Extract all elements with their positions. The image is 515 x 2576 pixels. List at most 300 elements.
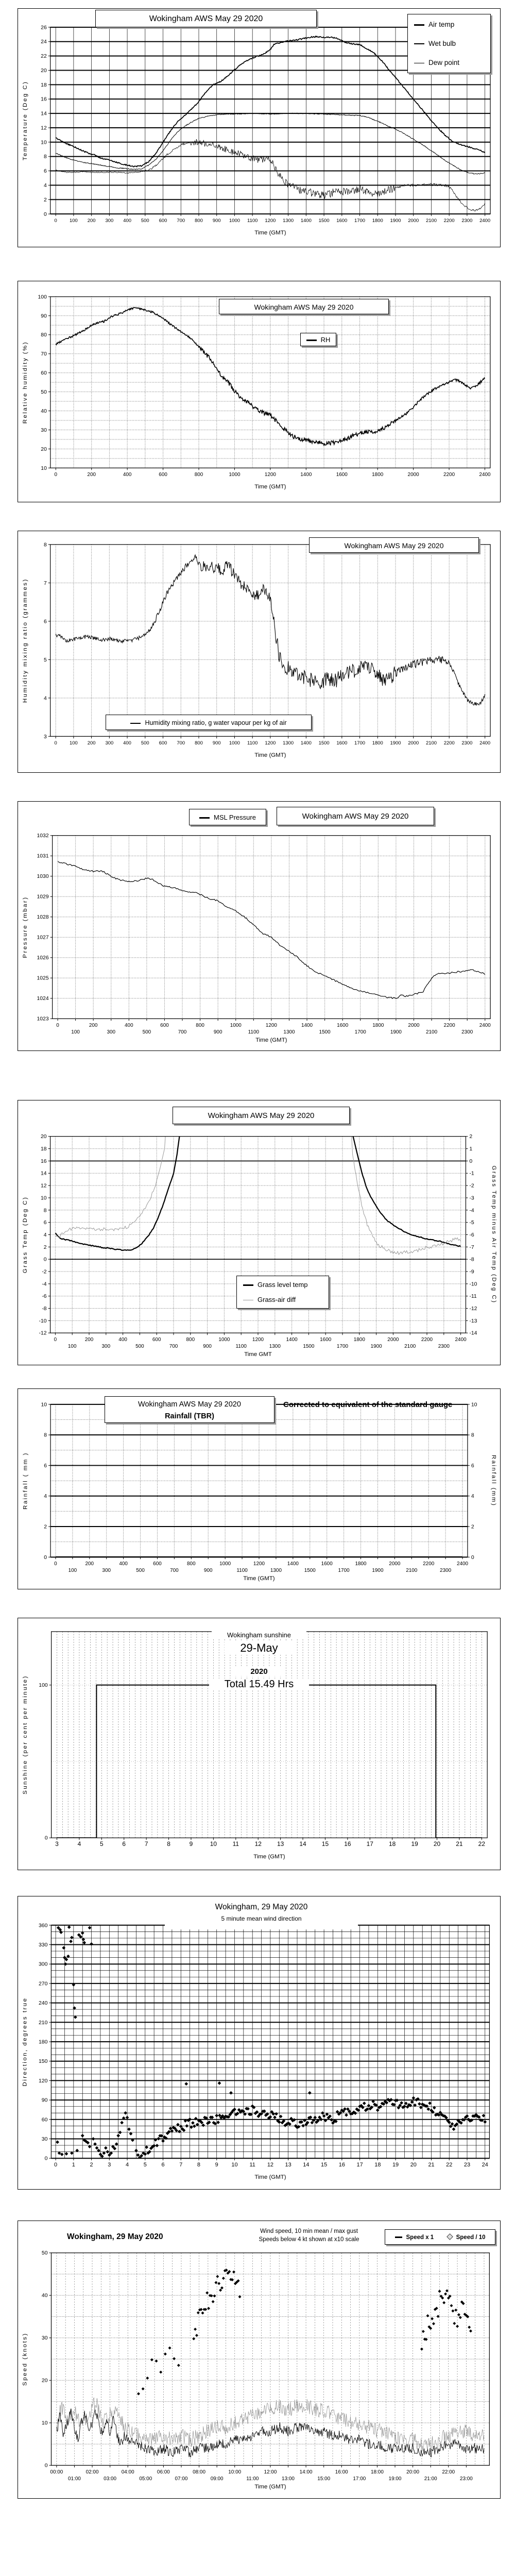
svg-text:8: 8 — [43, 542, 47, 548]
svg-text:1600: 1600 — [320, 1337, 332, 1343]
svg-text:18: 18 — [389, 1840, 396, 1848]
svg-text:23: 23 — [464, 2162, 471, 2168]
svg-text:00:00: 00:00 — [50, 2469, 63, 2476]
legend-label: Dew point — [428, 59, 460, 66]
svg-text:2400: 2400 — [479, 740, 491, 747]
svg-text:1000: 1000 — [219, 1561, 231, 1567]
svg-text:2300: 2300 — [461, 1029, 473, 1036]
svg-text:20: 20 — [41, 67, 47, 74]
svg-text:19: 19 — [411, 1840, 418, 1848]
svg-text:1400: 1400 — [300, 218, 312, 224]
svg-text:Temperature (Deg C): Temperature (Deg C) — [22, 80, 28, 161]
svg-text:14:00: 14:00 — [299, 2469, 313, 2476]
svg-text:40: 40 — [41, 408, 47, 414]
svg-text:-4: -4 — [42, 1281, 47, 1287]
svg-text:11: 11 — [232, 1840, 239, 1848]
svg-text:-8: -8 — [42, 1306, 47, 1312]
svg-text:10: 10 — [41, 1402, 47, 1408]
chart-title — [165, 1901, 358, 1929]
svg-text:-13: -13 — [469, 1318, 477, 1324]
svg-text:Speed (knots): Speed (knots) — [22, 2332, 28, 2386]
svg-text:11: 11 — [249, 2162, 255, 2168]
svg-text:7: 7 — [179, 2162, 183, 2168]
svg-text:1700: 1700 — [354, 218, 366, 224]
legend-item-wet-bulb — [414, 40, 484, 47]
svg-text:0: 0 — [56, 1023, 59, 1029]
svg-text:02:00: 02:00 — [85, 2469, 99, 2476]
svg-text:20: 20 — [40, 1134, 47, 1140]
svg-text:24: 24 — [41, 39, 47, 45]
svg-text:16:00: 16:00 — [335, 2469, 348, 2476]
svg-text:240: 240 — [38, 2001, 48, 2007]
svg-text:Time (GMT): Time (GMT) — [254, 484, 286, 490]
svg-text:-6: -6 — [42, 1294, 47, 1300]
svg-text:400: 400 — [123, 472, 132, 478]
svg-text:0: 0 — [54, 1561, 57, 1567]
svg-text:2300: 2300 — [440, 1568, 452, 1574]
svg-text:1900: 1900 — [370, 1344, 382, 1350]
svg-text:14: 14 — [40, 1171, 47, 1177]
svg-text:1027: 1027 — [37, 935, 49, 941]
svg-text:2100: 2100 — [425, 218, 437, 224]
pressure-chart-canvas — [18, 802, 500, 1050]
svg-text:0: 0 — [43, 1257, 47, 1263]
svg-text:22: 22 — [478, 1840, 485, 1848]
svg-text:1031: 1031 — [37, 853, 49, 859]
svg-text:100: 100 — [39, 1683, 48, 1689]
svg-text:20:00: 20:00 — [406, 2469, 420, 2476]
svg-text:2400: 2400 — [456, 1561, 469, 1567]
svg-text:1800: 1800 — [372, 740, 383, 747]
svg-text:-9: -9 — [469, 1269, 474, 1275]
svg-text:-5: -5 — [469, 1220, 474, 1226]
grass-temp-legend — [236, 1276, 329, 1309]
svg-text:300: 300 — [107, 1029, 116, 1036]
svg-text:2100: 2100 — [404, 1344, 416, 1350]
svg-text:12: 12 — [254, 1840, 262, 1848]
svg-text:200: 200 — [85, 1561, 94, 1567]
svg-text:8: 8 — [197, 2162, 201, 2168]
svg-text:8: 8 — [44, 1432, 47, 1438]
svg-text:4: 4 — [77, 1840, 81, 1848]
svg-text:600: 600 — [152, 1337, 161, 1343]
pressure-chart-panel — [18, 801, 501, 1051]
svg-text:1300: 1300 — [283, 740, 294, 747]
rh-line-swatch-icon — [306, 340, 317, 341]
svg-text:17:00: 17:00 — [353, 2476, 366, 2482]
svg-text:-7: -7 — [469, 1244, 474, 1250]
svg-text:18:00: 18:00 — [370, 2469, 384, 2476]
svg-text:1023: 1023 — [37, 1016, 49, 1022]
svg-text:2200: 2200 — [423, 1561, 435, 1567]
svg-text:500: 500 — [141, 740, 149, 747]
svg-text:2000: 2000 — [408, 1023, 420, 1029]
svg-text:2000: 2000 — [408, 218, 419, 224]
rh-legend — [300, 333, 336, 346]
svg-text:1100: 1100 — [248, 1029, 260, 1036]
svg-text:80: 80 — [41, 332, 47, 338]
svg-text:07:00: 07:00 — [175, 2476, 188, 2482]
svg-text:7: 7 — [144, 1840, 148, 1848]
temperature-legend — [407, 14, 491, 73]
svg-text:2200: 2200 — [443, 472, 455, 478]
legend-label: MSL Pressure — [214, 814, 256, 821]
svg-text:16: 16 — [344, 1840, 351, 1848]
sunshine-date: 29-May — [225, 1641, 293, 1655]
svg-text:22: 22 — [446, 2162, 453, 2168]
svg-text:06:00: 06:00 — [157, 2469, 170, 2476]
svg-text:5: 5 — [43, 657, 47, 663]
temperature-chart-panel — [18, 8, 501, 247]
svg-text:1800: 1800 — [355, 1561, 367, 1567]
svg-text:14: 14 — [41, 111, 47, 117]
svg-text:12: 12 — [40, 1183, 47, 1189]
svg-text:15: 15 — [321, 1840, 329, 1848]
svg-text:2100: 2100 — [425, 740, 437, 747]
svg-text:8: 8 — [43, 1208, 47, 1214]
svg-text:600: 600 — [159, 472, 167, 478]
legend-label: Grass-air diff — [258, 1296, 296, 1303]
speed-diamond-swatch-icon — [447, 2234, 453, 2241]
svg-text:2: 2 — [43, 197, 47, 203]
svg-text:6: 6 — [161, 2162, 165, 2168]
svg-text:120: 120 — [38, 2078, 48, 2084]
svg-text:1100: 1100 — [247, 740, 258, 747]
svg-text:0: 0 — [44, 1554, 47, 1561]
svg-text:-10: -10 — [469, 1281, 477, 1287]
svg-text:800: 800 — [196, 1023, 204, 1029]
svg-text:13:00: 13:00 — [282, 2476, 295, 2482]
svg-text:400: 400 — [118, 1337, 127, 1343]
svg-text:1700: 1700 — [336, 1344, 349, 1350]
svg-text:30: 30 — [41, 2335, 48, 2342]
svg-text:4: 4 — [44, 1494, 47, 1500]
svg-text:1: 1 — [469, 1146, 473, 1153]
svg-text:0: 0 — [54, 218, 57, 224]
svg-text:4: 4 — [125, 2162, 129, 2168]
svg-text:-11: -11 — [469, 1294, 477, 1300]
svg-text:-6: -6 — [469, 1232, 474, 1238]
svg-text:1500: 1500 — [318, 740, 330, 747]
svg-text:1100: 1100 — [247, 218, 258, 224]
svg-text:300: 300 — [102, 1568, 111, 1574]
svg-text:2200: 2200 — [443, 218, 455, 224]
svg-text:0: 0 — [469, 1158, 473, 1164]
svg-text:4: 4 — [471, 1494, 474, 1500]
svg-text:-12: -12 — [39, 1330, 47, 1336]
svg-text:10: 10 — [210, 1840, 217, 1848]
svg-text:1: 1 — [72, 2162, 75, 2168]
svg-text:300: 300 — [105, 218, 114, 224]
svg-text:-14: -14 — [469, 1330, 477, 1336]
legend-item-air-temp — [414, 21, 484, 28]
svg-text:2300: 2300 — [438, 1344, 450, 1350]
svg-text:20: 20 — [41, 2378, 48, 2384]
svg-text:400: 400 — [119, 1561, 128, 1567]
rainfall-chart-panel — [18, 1388, 501, 1589]
svg-text:1300: 1300 — [269, 1344, 281, 1350]
sunshine-year: 2020 — [235, 1667, 283, 1676]
svg-text:23:00: 23:00 — [459, 2476, 473, 2482]
svg-text:1400: 1400 — [301, 1023, 313, 1029]
humidity-chart-panel — [18, 281, 501, 502]
svg-text:30: 30 — [41, 2136, 48, 2142]
legend-label: Speed x 1 — [406, 2234, 434, 2241]
legend-label: Wet bulb — [428, 40, 456, 47]
legend-label: Air temp — [428, 21, 455, 28]
svg-text:10: 10 — [41, 465, 47, 471]
svg-text:24: 24 — [482, 2162, 488, 2168]
svg-text:1400: 1400 — [300, 740, 312, 747]
svg-text:8: 8 — [471, 1432, 474, 1438]
svg-text:1000: 1000 — [229, 472, 241, 478]
svg-text:2400: 2400 — [479, 218, 491, 224]
svg-text:500: 500 — [135, 1344, 144, 1350]
legend-item-dew-point — [414, 59, 484, 66]
svg-text:400: 400 — [123, 740, 131, 747]
svg-text:Time (GMT): Time (GMT) — [254, 752, 286, 759]
svg-text:1200: 1200 — [264, 472, 276, 478]
svg-text:500: 500 — [141, 218, 149, 224]
svg-text:-10: -10 — [39, 1318, 47, 1324]
svg-text:2400: 2400 — [455, 1337, 467, 1343]
grass-temp-chart-panel — [18, 1100, 501, 1365]
svg-text:1900: 1900 — [390, 218, 401, 224]
wet-bulb-line-swatch-icon — [414, 43, 424, 44]
svg-text:1600: 1600 — [336, 472, 348, 478]
svg-text:1025: 1025 — [37, 975, 49, 981]
svg-text:1600: 1600 — [336, 218, 348, 224]
svg-text:200: 200 — [84, 1337, 94, 1343]
svg-text:2: 2 — [44, 1524, 47, 1530]
svg-text:100: 100 — [71, 1029, 80, 1036]
svg-text:4: 4 — [43, 696, 47, 702]
svg-text:1400: 1400 — [286, 1337, 298, 1343]
svg-text:30: 30 — [41, 427, 47, 433]
svg-text:300: 300 — [101, 1344, 111, 1350]
svg-text:11:00: 11:00 — [246, 2476, 259, 2482]
svg-text:1300: 1300 — [283, 1029, 295, 1036]
svg-text:18: 18 — [374, 2162, 381, 2168]
svg-text:Time (GMT): Time (GMT) — [254, 230, 286, 236]
svg-text:0: 0 — [44, 2463, 48, 2469]
chart-title — [105, 1396, 274, 1423]
air-temp-line-swatch-icon — [414, 24, 424, 26]
svg-text:180: 180 — [38, 2039, 48, 2045]
svg-text:700: 700 — [178, 1029, 187, 1036]
svg-text:300: 300 — [38, 1961, 48, 1968]
svg-text:2400: 2400 — [479, 1023, 491, 1029]
svg-text:Time (GMT): Time (GMT) — [254, 2174, 286, 2181]
svg-text:800: 800 — [194, 472, 203, 478]
svg-text:5: 5 — [100, 1840, 104, 1848]
svg-text:18: 18 — [41, 82, 47, 88]
wind-direction-chart-panel — [18, 1896, 501, 2190]
svg-text:2100: 2100 — [406, 1568, 418, 1574]
svg-text:-3: -3 — [469, 1195, 474, 1201]
svg-text:1600: 1600 — [321, 1561, 333, 1567]
svg-text:0: 0 — [54, 740, 57, 747]
pressure-line-swatch-icon — [199, 817, 210, 819]
rainfall-correction-note: Corrected to equivalent of the standard gauge — [283, 1400, 453, 1409]
svg-text:1800: 1800 — [353, 1337, 365, 1343]
svg-text:Time (GMT): Time (GMT) — [255, 1037, 287, 1044]
svg-text:-2: -2 — [469, 1183, 474, 1189]
svg-text:1500: 1500 — [318, 218, 330, 224]
svg-text:22:00: 22:00 — [442, 2469, 455, 2476]
svg-text:2300: 2300 — [461, 740, 473, 747]
svg-text:08:00: 08:00 — [193, 2469, 206, 2476]
svg-text:13: 13 — [285, 2162, 291, 2168]
wind-speed-notes — [239, 2228, 379, 2243]
svg-text:6: 6 — [43, 619, 47, 625]
svg-text:100: 100 — [70, 218, 78, 224]
svg-text:01:00: 01:00 — [68, 2476, 81, 2482]
svg-text:500: 500 — [136, 1568, 145, 1574]
svg-text:800: 800 — [186, 1337, 195, 1343]
svg-text:50: 50 — [41, 389, 47, 396]
svg-text:21:00: 21:00 — [424, 2476, 437, 2482]
chart-title: Wokingham, 29 May 2020 — [67, 2232, 163, 2241]
svg-text:16: 16 — [41, 96, 47, 103]
legend-item-grass-level-temp — [243, 1281, 322, 1289]
svg-text:0: 0 — [471, 1554, 474, 1561]
svg-text:3: 3 — [108, 2162, 111, 2168]
svg-text:10: 10 — [231, 2162, 238, 2168]
svg-text:03:00: 03:00 — [104, 2476, 117, 2482]
svg-text:6: 6 — [471, 1463, 474, 1469]
svg-text:900: 900 — [203, 1568, 213, 1574]
svg-text:18: 18 — [40, 1146, 47, 1153]
svg-text:500: 500 — [142, 1029, 151, 1036]
svg-text:1000: 1000 — [229, 740, 240, 747]
svg-text:0: 0 — [44, 1835, 48, 1841]
wind-direction-chart-canvas — [18, 1896, 500, 2189]
svg-text:1900: 1900 — [372, 1568, 384, 1574]
mixing-ratio-line-swatch-icon — [130, 723, 141, 724]
svg-text:10: 10 — [471, 1402, 477, 1408]
svg-text:0: 0 — [54, 472, 58, 478]
svg-text:Direction, degrees true: Direction, degrees true — [22, 1997, 28, 2087]
svg-text:14: 14 — [303, 2162, 310, 2168]
svg-text:21: 21 — [456, 1840, 463, 1848]
svg-text:900: 900 — [212, 740, 221, 747]
wind-speed-legend — [385, 2229, 495, 2245]
svg-text:2200: 2200 — [443, 1023, 455, 1029]
svg-text:22: 22 — [41, 54, 47, 60]
svg-text:1200: 1200 — [252, 1337, 264, 1343]
svg-text:2000: 2000 — [408, 740, 419, 747]
svg-text:600: 600 — [160, 1023, 169, 1029]
svg-text:15:00: 15:00 — [317, 2476, 331, 2482]
svg-text:1000: 1000 — [230, 1023, 242, 1029]
svg-text:70: 70 — [41, 351, 47, 358]
svg-text:700: 700 — [169, 1344, 178, 1350]
svg-text:1200: 1200 — [265, 740, 276, 747]
chart-title: Wokingham AWS May 29 2020 — [277, 807, 434, 825]
svg-text:-8: -8 — [469, 1257, 474, 1263]
grass-temp-line-swatch-icon — [243, 1284, 253, 1286]
svg-text:16: 16 — [40, 1158, 47, 1164]
pressure-legend — [189, 809, 266, 825]
svg-text:1026: 1026 — [37, 955, 49, 961]
wind-speed-chart-canvas — [18, 2221, 500, 2498]
svg-text:Sunshine (per cent per minute): Sunshine (per cent per minute) — [22, 1675, 28, 1794]
chart-title-line2: Rainfall (TBR) — [165, 1412, 214, 1420]
svg-text:21: 21 — [428, 2162, 435, 2168]
svg-text:60: 60 — [41, 370, 47, 377]
svg-text:-4: -4 — [469, 1208, 474, 1214]
chart-title: Wokingham AWS May 29 2020 — [309, 537, 479, 553]
svg-text:2400: 2400 — [479, 472, 491, 478]
wind-speed-note1: Wind speed, 10 min mean / max gust — [260, 2228, 358, 2234]
svg-text:2000: 2000 — [387, 1337, 399, 1343]
svg-text:2100: 2100 — [425, 1029, 438, 1036]
legend-label: Speed / 10 — [456, 2234, 486, 2241]
legend-label: Humidity mixing ratio, g water vapour per kg of air — [145, 719, 287, 726]
svg-text:400: 400 — [125, 1023, 133, 1029]
svg-text:Grass Temp minus Air Temp (Deg: Grass Temp minus Air Temp (Deg C) — [491, 1165, 497, 1304]
svg-text:0: 0 — [54, 1337, 57, 1343]
svg-text:1600: 1600 — [336, 740, 348, 747]
svg-text:20: 20 — [41, 446, 47, 452]
svg-text:15: 15 — [321, 2162, 328, 2168]
svg-text:Relative humidity (%): Relative humidity (%) — [22, 341, 29, 424]
svg-text:900: 900 — [213, 1029, 222, 1036]
chart-title: Wokingham AWS May 29 2020 — [173, 1107, 350, 1124]
svg-text:9: 9 — [189, 1840, 193, 1848]
svg-text:200: 200 — [89, 1023, 98, 1029]
svg-text:14: 14 — [299, 1840, 306, 1848]
svg-text:100: 100 — [68, 1568, 77, 1574]
svg-text:13: 13 — [277, 1840, 284, 1848]
svg-text:3: 3 — [43, 734, 47, 740]
svg-text:600: 600 — [153, 1561, 162, 1567]
svg-text:2: 2 — [469, 1134, 473, 1140]
svg-text:-12: -12 — [469, 1306, 477, 1312]
svg-text:1900: 1900 — [390, 1029, 402, 1036]
svg-text:800: 800 — [195, 218, 203, 224]
svg-text:4: 4 — [43, 183, 47, 189]
svg-text:0: 0 — [43, 211, 47, 217]
svg-text:6: 6 — [122, 1840, 126, 1848]
svg-text:200: 200 — [87, 472, 96, 478]
svg-text:5: 5 — [143, 2162, 147, 2168]
svg-text:60: 60 — [41, 2117, 48, 2123]
svg-text:1400: 1400 — [300, 472, 312, 478]
svg-text:16: 16 — [338, 2162, 345, 2168]
svg-text:270: 270 — [38, 1981, 48, 1987]
svg-text:700: 700 — [170, 1568, 179, 1574]
speed-line-swatch-icon — [395, 2236, 402, 2238]
svg-text:200: 200 — [87, 740, 96, 747]
svg-text:1200: 1200 — [253, 1561, 265, 1567]
svg-text:10: 10 — [41, 140, 47, 146]
svg-text:2: 2 — [43, 1244, 47, 1250]
svg-text:200: 200 — [87, 218, 96, 224]
svg-text:1400: 1400 — [287, 1561, 299, 1567]
svg-text:1100: 1100 — [235, 1344, 247, 1350]
svg-text:05:00: 05:00 — [139, 2476, 152, 2482]
svg-text:1000: 1000 — [229, 218, 240, 224]
svg-text:90: 90 — [41, 313, 47, 319]
svg-text:4: 4 — [43, 1232, 47, 1238]
svg-text:3: 3 — [55, 1840, 59, 1848]
svg-text:8: 8 — [43, 154, 47, 160]
svg-text:1500: 1500 — [303, 1344, 315, 1350]
svg-text:Rainfall (mm): Rainfall (mm) — [490, 1454, 497, 1507]
svg-text:12:00: 12:00 — [264, 2469, 277, 2476]
